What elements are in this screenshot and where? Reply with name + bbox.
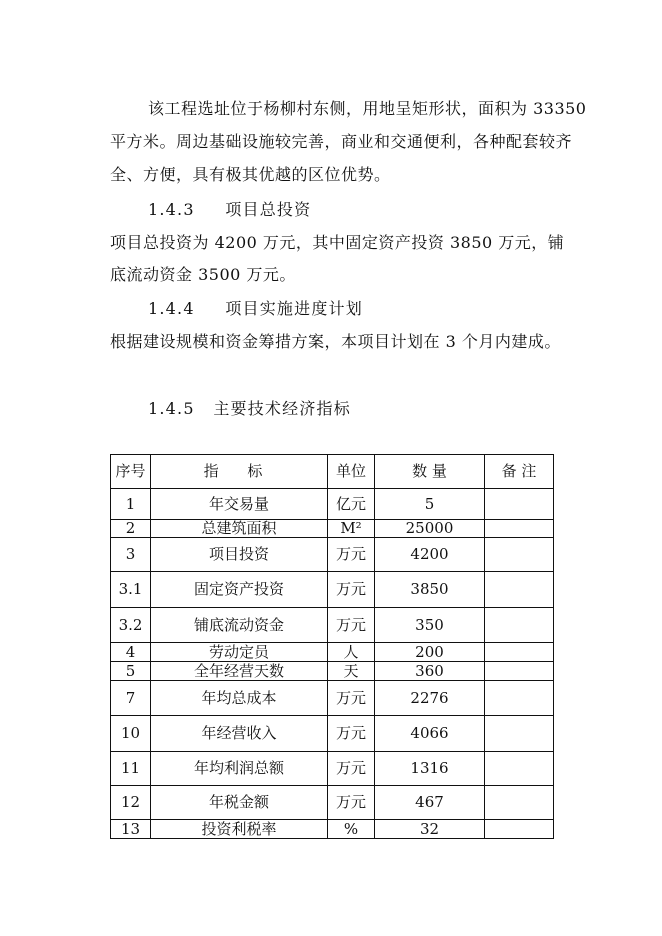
header-indicator: 指 标 — [151, 455, 328, 489]
cell-remark — [485, 520, 554, 538]
cell-unit: 亿元 — [328, 489, 375, 520]
cell-remark — [485, 572, 554, 608]
paragraph3-line1: 根据建设规模和资金筹措方案，本项目计划在 3 个月内建成。 — [110, 332, 561, 351]
cell-quantity: 1316 — [375, 752, 485, 786]
paragraph2-line1: 项目总投资为 4200 万元，其中固定资产投资 3850 万元，铺 — [110, 233, 565, 252]
cell-seq: 3.2 — [111, 608, 151, 643]
cell-seq: 4 — [111, 643, 151, 662]
cell-indicator: 年税金额 — [151, 786, 328, 820]
cell-indicator: 固定资产投资 — [151, 572, 328, 608]
cell-seq: 2 — [111, 520, 151, 538]
section-number: 1.4.5 — [148, 399, 195, 418]
cell-unit: 万元 — [328, 608, 375, 643]
section-number: 1.4.4 — [148, 299, 195, 318]
cell-remark — [485, 643, 554, 662]
cell-quantity: 4066 — [375, 716, 485, 752]
cell-seq: 13 — [111, 820, 151, 839]
cell-remark — [485, 752, 554, 786]
indicators-table — [110, 454, 554, 839]
table-row — [111, 538, 554, 572]
cell-quantity: 200 — [375, 643, 485, 662]
table-row — [111, 520, 554, 538]
cell-indicator: 总建筑面积 — [151, 520, 328, 538]
cell-unit: 万元 — [328, 752, 375, 786]
table-row — [111, 643, 554, 662]
cell-remark — [485, 681, 554, 716]
cell-quantity: 3850 — [375, 572, 485, 608]
header-quantity: 数 量 — [375, 455, 485, 489]
table-row — [111, 608, 554, 643]
cell-unit: % — [328, 820, 375, 839]
cell-seq: 10 — [111, 716, 151, 752]
section-title: 主要技术经济指标 — [213, 399, 351, 418]
cell-seq: 5 — [111, 662, 151, 681]
paragraph2-line2: 底流动资金 3500 万元。 — [110, 265, 296, 284]
cell-quantity: 350 — [375, 608, 485, 643]
cell-quantity: 2276 — [375, 681, 485, 716]
cell-indicator: 劳动定员 — [151, 643, 328, 662]
cell-seq: 12 — [111, 786, 151, 820]
cell-indicator: 全年经营天数 — [151, 662, 328, 681]
table-row — [111, 489, 554, 520]
paragraph1-line1: 该工程选址位于杨柳村东侧，用地呈矩形状，面积为 33350 — [148, 99, 587, 118]
section-1-4-5-heading — [148, 396, 351, 419]
cell-unit: 万元 — [328, 716, 375, 752]
cell-quantity: 4200 — [375, 538, 485, 572]
cell-quantity: 32 — [375, 820, 485, 839]
cell-indicator: 项目投资 — [151, 538, 328, 572]
header-remark: 备 注 — [485, 455, 554, 489]
cell-unit: M² — [328, 520, 375, 538]
table-row — [111, 786, 554, 820]
cell-unit: 万元 — [328, 786, 375, 820]
section-title: 项目总投资 — [225, 200, 312, 219]
cell-remark — [485, 662, 554, 681]
cell-indicator: 年经营收入 — [151, 716, 328, 752]
table-header-row — [111, 455, 554, 489]
cell-indicator: 投资利税率 — [151, 820, 328, 839]
cell-remark — [485, 608, 554, 643]
table-row — [111, 572, 554, 608]
table-row — [111, 820, 554, 839]
section-1-4-3-heading — [148, 197, 311, 220]
cell-remark — [485, 538, 554, 572]
cell-remark — [485, 489, 554, 520]
cell-seq: 11 — [111, 752, 151, 786]
cell-seq: 3 — [111, 538, 151, 572]
cell-remark — [485, 820, 554, 839]
cell-unit: 万元 — [328, 538, 375, 572]
cell-seq: 7 — [111, 681, 151, 716]
cell-remark — [485, 716, 554, 752]
cell-unit: 万元 — [328, 572, 375, 608]
cell-quantity: 360 — [375, 662, 485, 681]
table-row — [111, 681, 554, 716]
cell-indicator: 铺底流动资金 — [151, 608, 328, 643]
cell-quantity: 467 — [375, 786, 485, 820]
cell-indicator: 年交易量 — [151, 489, 328, 520]
section-1-4-4-heading — [148, 296, 363, 319]
cell-unit: 万元 — [328, 681, 375, 716]
cell-indicator: 年均总成本 — [151, 681, 328, 716]
header-unit: 单位 — [328, 455, 375, 489]
table-row — [111, 716, 554, 752]
cell-unit: 天 — [328, 662, 375, 681]
cell-seq: 3.1 — [111, 572, 151, 608]
cell-seq: 1 — [111, 489, 151, 520]
table-row — [111, 752, 554, 786]
cell-unit: 人 — [328, 643, 375, 662]
cell-quantity: 5 — [375, 489, 485, 520]
section-number: 1.4.3 — [148, 200, 195, 219]
paragraph1-line3: 全、方便，具有极其优越的区位优势。 — [110, 165, 391, 184]
header-seq: 序号 — [111, 455, 151, 489]
table-row — [111, 662, 554, 681]
cell-remark — [485, 786, 554, 820]
cell-indicator: 年均利润总额 — [151, 752, 328, 786]
cell-quantity: 25000 — [375, 520, 485, 538]
section-title: 项目实施进度计划 — [225, 299, 363, 318]
paragraph1-line2: 平方米。周边基础设施较完善，商业和交通便利，各种配套较齐 — [110, 132, 573, 151]
